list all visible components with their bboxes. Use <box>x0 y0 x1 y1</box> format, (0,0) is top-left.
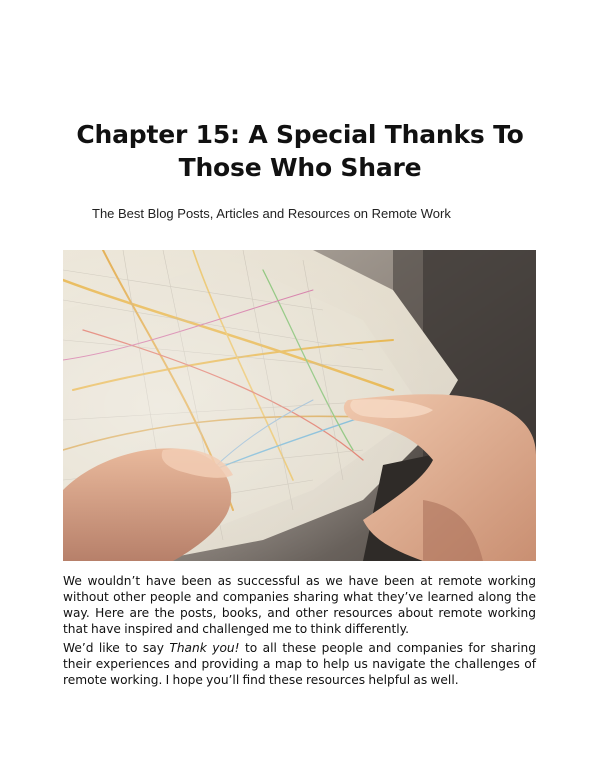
thank-you-emphasis: Thank you! <box>169 641 240 655</box>
map-photo <box>63 250 536 561</box>
chapter-title: Chapter 15: A Special Thanks To Those Who Share <box>76 120 524 182</box>
thanks-paragraph-start: We’d like to say <box>63 641 170 655</box>
thanks-paragraph-end: to all these people and companies for sharing their experiences and providing a map to help us navigate the challenges of remote working. I hope you’ll find these resources helpful as well. <box>63 641 537 687</box>
intro-paragraph: We wouldn’t have been as successful as we have been at remote working without other people and companies sharing what they’ve learned along the way. Here are the posts, books, and other resources about remote working that have inspired and challenged me to think differently. <box>63 574 536 636</box>
chapter-subtitle: The Best Blog Posts, Articles and Resources on Remote Work <box>92 206 451 221</box>
thanks-paragraph <box>63 640 536 688</box>
